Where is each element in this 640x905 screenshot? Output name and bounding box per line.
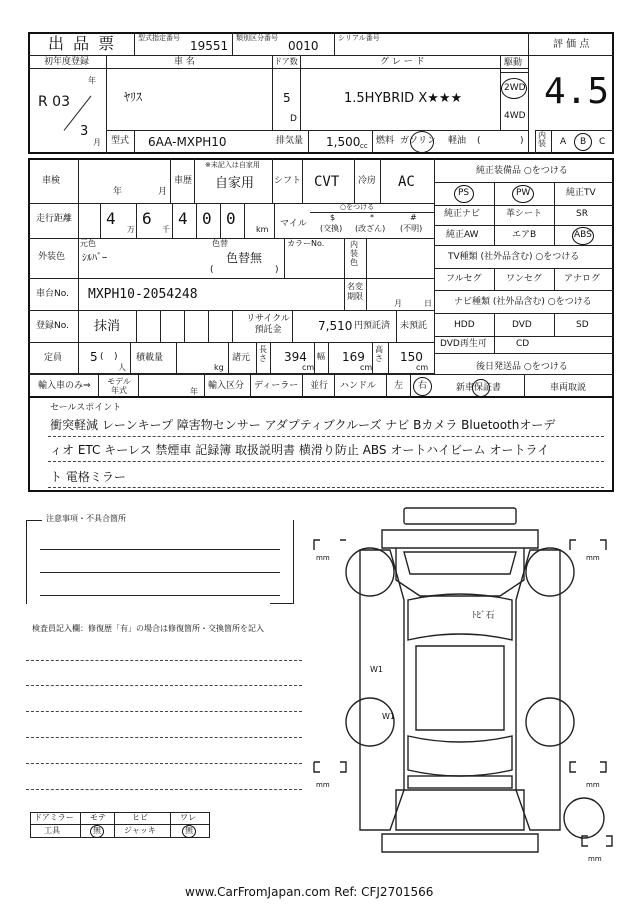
car-name: ﾔﾘｽ xyxy=(124,90,143,104)
doc-new-car-warranty: 新車保証書 xyxy=(456,383,502,393)
fuel-gasoline: ガソリン xyxy=(400,136,437,146)
class-code: 0010 xyxy=(288,39,319,53)
mirror-type: モテ xyxy=(90,813,106,822)
shift: CVT xyxy=(314,174,340,190)
vehicle-history: 自家用 xyxy=(215,176,255,191)
grade: 1.5HYBRID X★★★ xyxy=(344,91,463,106)
rating-score: 4.5 xyxy=(544,71,610,112)
mileage-digit-5: 0 xyxy=(226,209,236,228)
damage-mark-w1-b: W1 xyxy=(382,712,395,721)
equip-abs: ABS xyxy=(574,230,592,240)
damage-mark-w1-a: W1 xyxy=(370,665,383,674)
interior-b: B xyxy=(580,137,587,147)
car-diagram xyxy=(300,500,620,870)
mileage-digit-3: 4 xyxy=(178,209,188,228)
first-reg-month: 3 xyxy=(80,124,89,139)
registration-number: 抹消 xyxy=(94,319,121,334)
height: 150 xyxy=(400,350,423,364)
footer-reference: www.CarFromJapan.com Ref: CFJ2701566 xyxy=(185,885,434,899)
recycle-fee: 7,510 xyxy=(318,319,353,333)
steering-right: 右 xyxy=(418,381,428,391)
original-color: ｼﾙﾊﾞｰ xyxy=(82,253,107,264)
model: 6AA-MXPH10 xyxy=(148,135,227,149)
equip-pw: PW xyxy=(516,188,531,198)
tools-none: 無 xyxy=(93,826,101,835)
door-count: 5 xyxy=(283,91,291,105)
model-code: 19551 xyxy=(190,39,229,53)
page-title: 出 品 票 xyxy=(48,34,117,53)
length: 394 xyxy=(284,350,307,364)
displacement: 1,500 xyxy=(326,135,361,149)
sales-line-2: ィオ ETC キーレス 禁煙車 記録簿 取扱説明書 横滑り防止 ABS オートハイビーム オートライ xyxy=(50,443,550,457)
drive-2wd: 2WD xyxy=(504,83,526,93)
drive-4wd: 4WD xyxy=(504,111,526,121)
damage-mark-chip: ﾄﾋﾞ石 xyxy=(472,611,495,621)
chassis-number: MXPH10-2054248 xyxy=(88,287,198,302)
capacity: 5 xyxy=(90,350,98,364)
sales-line-3: ト 電格ミラー xyxy=(50,470,126,484)
mileage-digit-1: 4 xyxy=(106,209,116,228)
width: 169 xyxy=(342,350,365,364)
repaint-status: 色替無 xyxy=(226,251,263,265)
mileage-digit-2: 6 xyxy=(142,209,152,228)
sales-line-1: 衝突軽減 レーンキープ 障害物センサー アダプティブクルーズ ナビ Bカメラ Bluetoothオーデ xyxy=(50,418,556,432)
jack-none: 無 xyxy=(185,826,193,835)
air-conditioning: AC xyxy=(398,174,415,190)
mileage-digit-4: 0 xyxy=(202,209,212,228)
first-reg-year: R 03 xyxy=(38,94,70,110)
equip-ps: PS xyxy=(458,188,470,198)
